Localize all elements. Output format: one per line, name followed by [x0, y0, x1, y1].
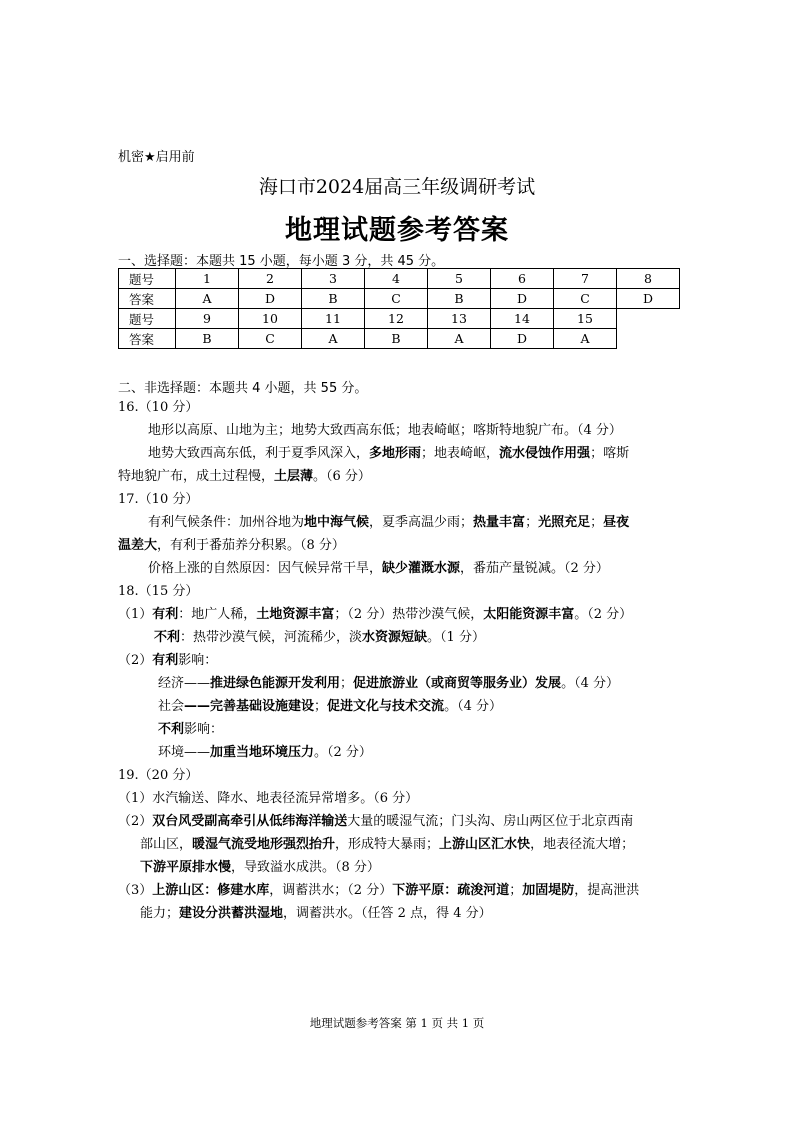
table-row [119, 289, 680, 309]
answer-cell: A [302, 329, 365, 349]
q18-part2: （2）有利影响： [118, 653, 218, 668]
question-number: 2 [239, 269, 302, 289]
answer-cell: C [365, 289, 428, 309]
q17-label: 17.（10 分） [118, 492, 199, 507]
answer-cell: D [617, 289, 680, 309]
q18-environment: 环境——加重当地环境压力。（2 分） [158, 745, 372, 760]
row-label-answer: 答案 [119, 329, 176, 349]
table-row [119, 269, 680, 289]
question-number: 10 [239, 309, 302, 329]
question-number: 5 [428, 269, 491, 289]
answer-cell: A [176, 289, 239, 309]
question-number: 12 [365, 309, 428, 329]
answer-cell: A [428, 329, 491, 349]
q19-part1: （1）水汽输送、降水、地表径流异常增多。（6 分） [118, 791, 419, 806]
answer-cell: B [428, 289, 491, 309]
q17-line2: 温差大，有利于番茄养分积累。（8 分） [118, 538, 345, 553]
section2-heading: 二、非选择题：本题共 4 小题，共 55 分。 [118, 381, 368, 396]
answer-cell: B [302, 289, 365, 309]
answer-table [118, 268, 680, 349]
q18-economy: 经济——推进绿色能源开发利用；促进旅游业（或商贸等服务业）发展。（4 分） [158, 676, 619, 691]
q19-part3-line2: 能力；建设分洪蓄洪湿地，调蓄洪水。（任答 2 点，得 4 分） [140, 906, 492, 921]
q16-line2: 地势大致西高东低，利于夏季风深入，多地形雨；地表崎岖，流水侵蚀作用强；喀斯 [148, 446, 630, 461]
q18-negative-heading: 不利影响： [158, 722, 224, 737]
table-row [119, 309, 680, 329]
answer-cell: D [239, 289, 302, 309]
empty-cell [617, 309, 680, 329]
question-number: 14 [491, 309, 554, 329]
question-number: 15 [554, 309, 617, 329]
answer-cell: C [554, 289, 617, 309]
answer-cell: C [239, 329, 302, 349]
empty-cell [617, 329, 680, 349]
question-number: 1 [176, 269, 239, 289]
q18-society: 社会——完善基础设施建设；促进文化与技术交流。（4 分） [158, 699, 502, 714]
q17-line1: 有利气候条件：加州谷地为地中海气候，夏季高温少雨；热量丰富；光照充足；昼夜 [148, 515, 630, 530]
q18-part1: （1）有利：地广人稀，土地资源丰富；（2 分）热带沙漠气候，太阳能资源丰富。（2 分） [118, 607, 633, 622]
answer-cell: D [491, 289, 554, 309]
question-number: 8 [617, 269, 680, 289]
q19-part3-line1: （3）上游山区：修建水库，调蓄洪水；（2 分）下游平原：疏浚河道；加固堤防，提高泄洪 [118, 883, 640, 898]
question-number: 3 [302, 269, 365, 289]
row-label-question: 题号 [119, 269, 176, 289]
exam-title: 海口市2024届高三年级调研考试 [258, 176, 536, 198]
question-number: 7 [554, 269, 617, 289]
section1-heading: 一、选择题：本题共 15 小题，每小题 3 分，共 45 分。 [118, 254, 445, 269]
q19-part2-line1: （2）双台风受副高牵引从低纬海洋输送大量的暖湿气流；门头沟、房山两区位于北京西南 [118, 814, 634, 829]
q16-line1: 地形以高原、山地为主；地势大致西高东低；地表崎岖；喀斯特地貌广布。（4 分） [148, 423, 622, 438]
q16-line3: 特地貌广布，成土过程慢，土层薄。（6 分） [118, 469, 371, 484]
question-number: 6 [491, 269, 554, 289]
answer-cell: A [554, 329, 617, 349]
doc-title: 地理试题参考答案 [285, 215, 509, 246]
question-number: 11 [302, 309, 365, 329]
q16-label: 16.（10 分） [118, 400, 199, 415]
page-footer: 地理试题参考答案 第 1 页 共 1 页 [309, 1016, 485, 1030]
q18-part1-disadvantage: 不利：热带沙漠气候，河流稀少，淡水资源短缺。（1 分） [154, 630, 485, 645]
table-row [119, 329, 680, 349]
question-number: 13 [428, 309, 491, 329]
q19-label: 19.（20 分） [118, 768, 199, 783]
q19-part2-line3: 下游平原排水慢，导致溢水成洪。（8 分） [140, 860, 380, 875]
q18-label: 18.（15 分） [118, 584, 199, 599]
q17-line3: 价格上涨的自然原因：因气候异常干旱，缺少灌溉水源，番茄产量锐减。（2 分） [148, 561, 609, 576]
row-label-question: 题号 [119, 309, 176, 329]
answer-cell: B [365, 329, 428, 349]
question-number: 9 [176, 309, 239, 329]
question-number: 4 [365, 269, 428, 289]
answer-cell: B [176, 329, 239, 349]
confidential-label: 机密★启用前 [118, 150, 195, 165]
answer-cell: D [491, 329, 554, 349]
q19-part2-line2: 部山区，暖湿气流受地形强烈抬升，形成特大暴雨；上游山区汇水快，地表径流大增； [140, 837, 635, 852]
row-label-answer: 答案 [119, 289, 176, 309]
